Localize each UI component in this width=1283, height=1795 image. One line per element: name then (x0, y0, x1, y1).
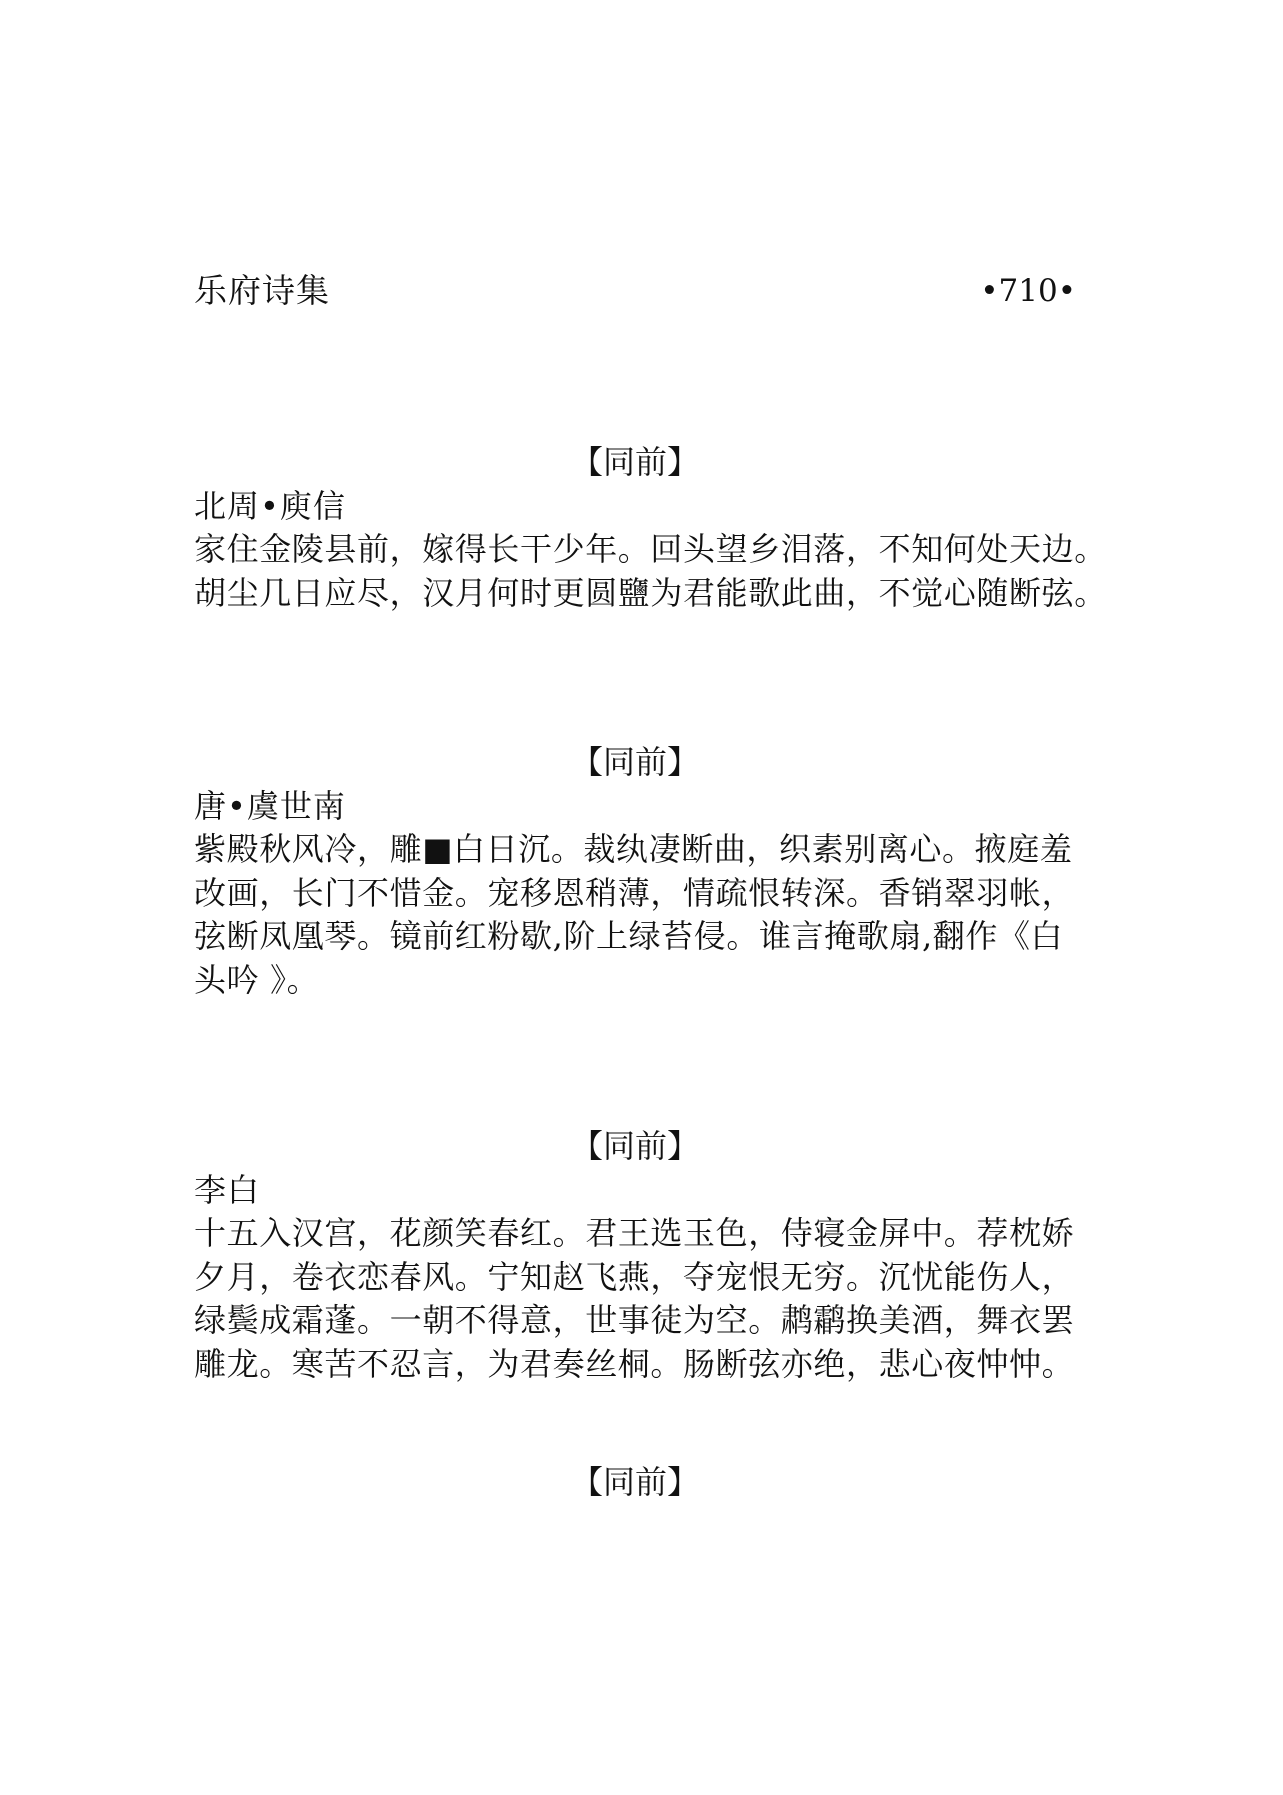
section-title: 【同前】 (570, 443, 699, 481)
poem-line: 家住金陵县前，嫁得长干少年。回头望乡泪落，不知何处天边。 (194, 530, 1107, 568)
poem-section-2 (194, 740, 1114, 1002)
book-title: 乐府诗集 (194, 271, 330, 310)
poem-line: 雕龙。寒苦不忍言，为君奏丝桐。肠断弦亦绝，悲心夜忡忡。 (194, 1344, 1075, 1383)
poem-line: 紫殿秋风冷，雕■白日沉。裁纨凄断曲，织素别离心。掖庭羞 (194, 830, 1073, 868)
poem-line: 十五入汉宫，花颜笑春红。君王选玉色，侍寝金屏中。荐枕娇 (194, 1214, 1075, 1252)
page-header (194, 268, 1076, 314)
poem-line: 夕月，卷衣恋春风。宁知赵飞燕，夺宠恨无穷。沉忧能伤人， (194, 1257, 1075, 1296)
section-title: 【同前】 (570, 1127, 699, 1165)
poem-line: 绿鬓成霜蓬。一朝不得意，世事徒为空。鹔鹴换美酒，舞衣罢 (194, 1301, 1075, 1339)
poem-line: 头吟 》。 (194, 960, 320, 999)
poem-line: 胡尘几日应尽，汉月何时更圆鹽为君能歌此曲，不觉心随断弦。 (194, 573, 1107, 612)
poem-author: 唐•虞世南 (194, 787, 346, 825)
poem-line: 弦断凤凰琴。镜前红粉歇,阶上绿苔侵。谁言掩歌扇,翻作《白 (194, 917, 1064, 955)
section-title: 【同前】 (570, 1463, 699, 1501)
section-title: 【同前】 (570, 743, 699, 781)
page-number: •710• (980, 273, 1076, 309)
poem-section-1 (194, 440, 1114, 615)
poem-section-3 (194, 1124, 1114, 1386)
poem-author: 北周•庾信 (194, 487, 346, 525)
poem-author: 李白 (194, 1171, 261, 1209)
poem-line: 改画，长门不惜金。宠移恩稍薄，情疏恨转深。香销翠羽帐， (194, 873, 1075, 912)
poem-section-4 (194, 1460, 1114, 1504)
